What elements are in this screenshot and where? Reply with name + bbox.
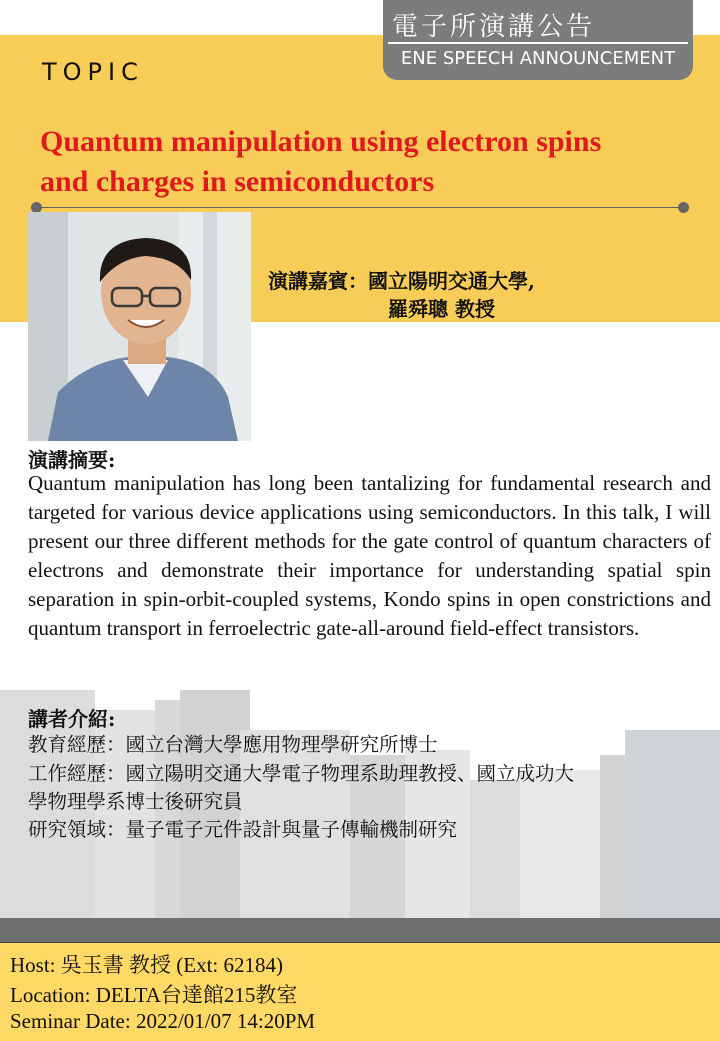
bio-education: 教育經歷：國立台灣大學應用物理學研究所博士	[28, 733, 438, 756]
talk-title-line-2: and charges in semiconductors	[40, 165, 435, 198]
speaker-photo	[28, 212, 251, 441]
footer-host: Host: 吳玉書 教授 (Ext: 62184)	[10, 953, 283, 977]
header-title-en: ENE SPEECH ANNOUNCEMENT	[400, 48, 676, 69]
speaker-photo-illustration	[28, 212, 251, 441]
divider-dot-right	[678, 202, 689, 213]
footer-seminar-date: Seminar Date: 2022/01/07 14:20PM	[10, 1009, 316, 1033]
talk-title	[40, 122, 700, 202]
abstract-heading: 演講摘要:	[28, 448, 116, 472]
bio-work-line-1: 工作經歷：國立陽明交通大學電子物理系助理教授、國立成功大	[28, 762, 575, 785]
speaker-name: 羅舜聰 教授	[388, 297, 495, 321]
talk-title-line-1: Quantum manipulation using electron spins	[40, 125, 602, 158]
title-divider	[36, 207, 684, 208]
bottom-gray-bar	[0, 918, 720, 942]
abstract-body: Quantum manipulation has long been tantalizing for fundamental research and targeted for various device applications using semiconductors. In this talk, I will present our three different methods for the gate control of quantum characters of electrons and demonstrate their importance for understanding spatial spin separation in spin-orbit-coupled systems, Kondo spins in open constrictions and quantum transport in ferroelectric gate-all-around field-effect transistors.	[28, 471, 711, 640]
header-title-zh: 電子所演講公告	[392, 12, 596, 42]
bio-research: 研究領域：量子電子元件設計與量子傳輸機制研究	[28, 818, 458, 841]
footer-location: Location: DELTA台達館215教室	[10, 983, 298, 1007]
footer-info-box	[0, 942, 720, 1041]
header-divider	[388, 42, 688, 44]
bio-heading: 講者介紹:	[28, 707, 116, 731]
speaker-affiliation: 演講嘉賓：國立陽明交通大學,	[268, 269, 535, 293]
topic-label: TOPIC	[42, 58, 144, 86]
bio-work-line-2: 學物理學系博士後研究員	[28, 790, 243, 813]
